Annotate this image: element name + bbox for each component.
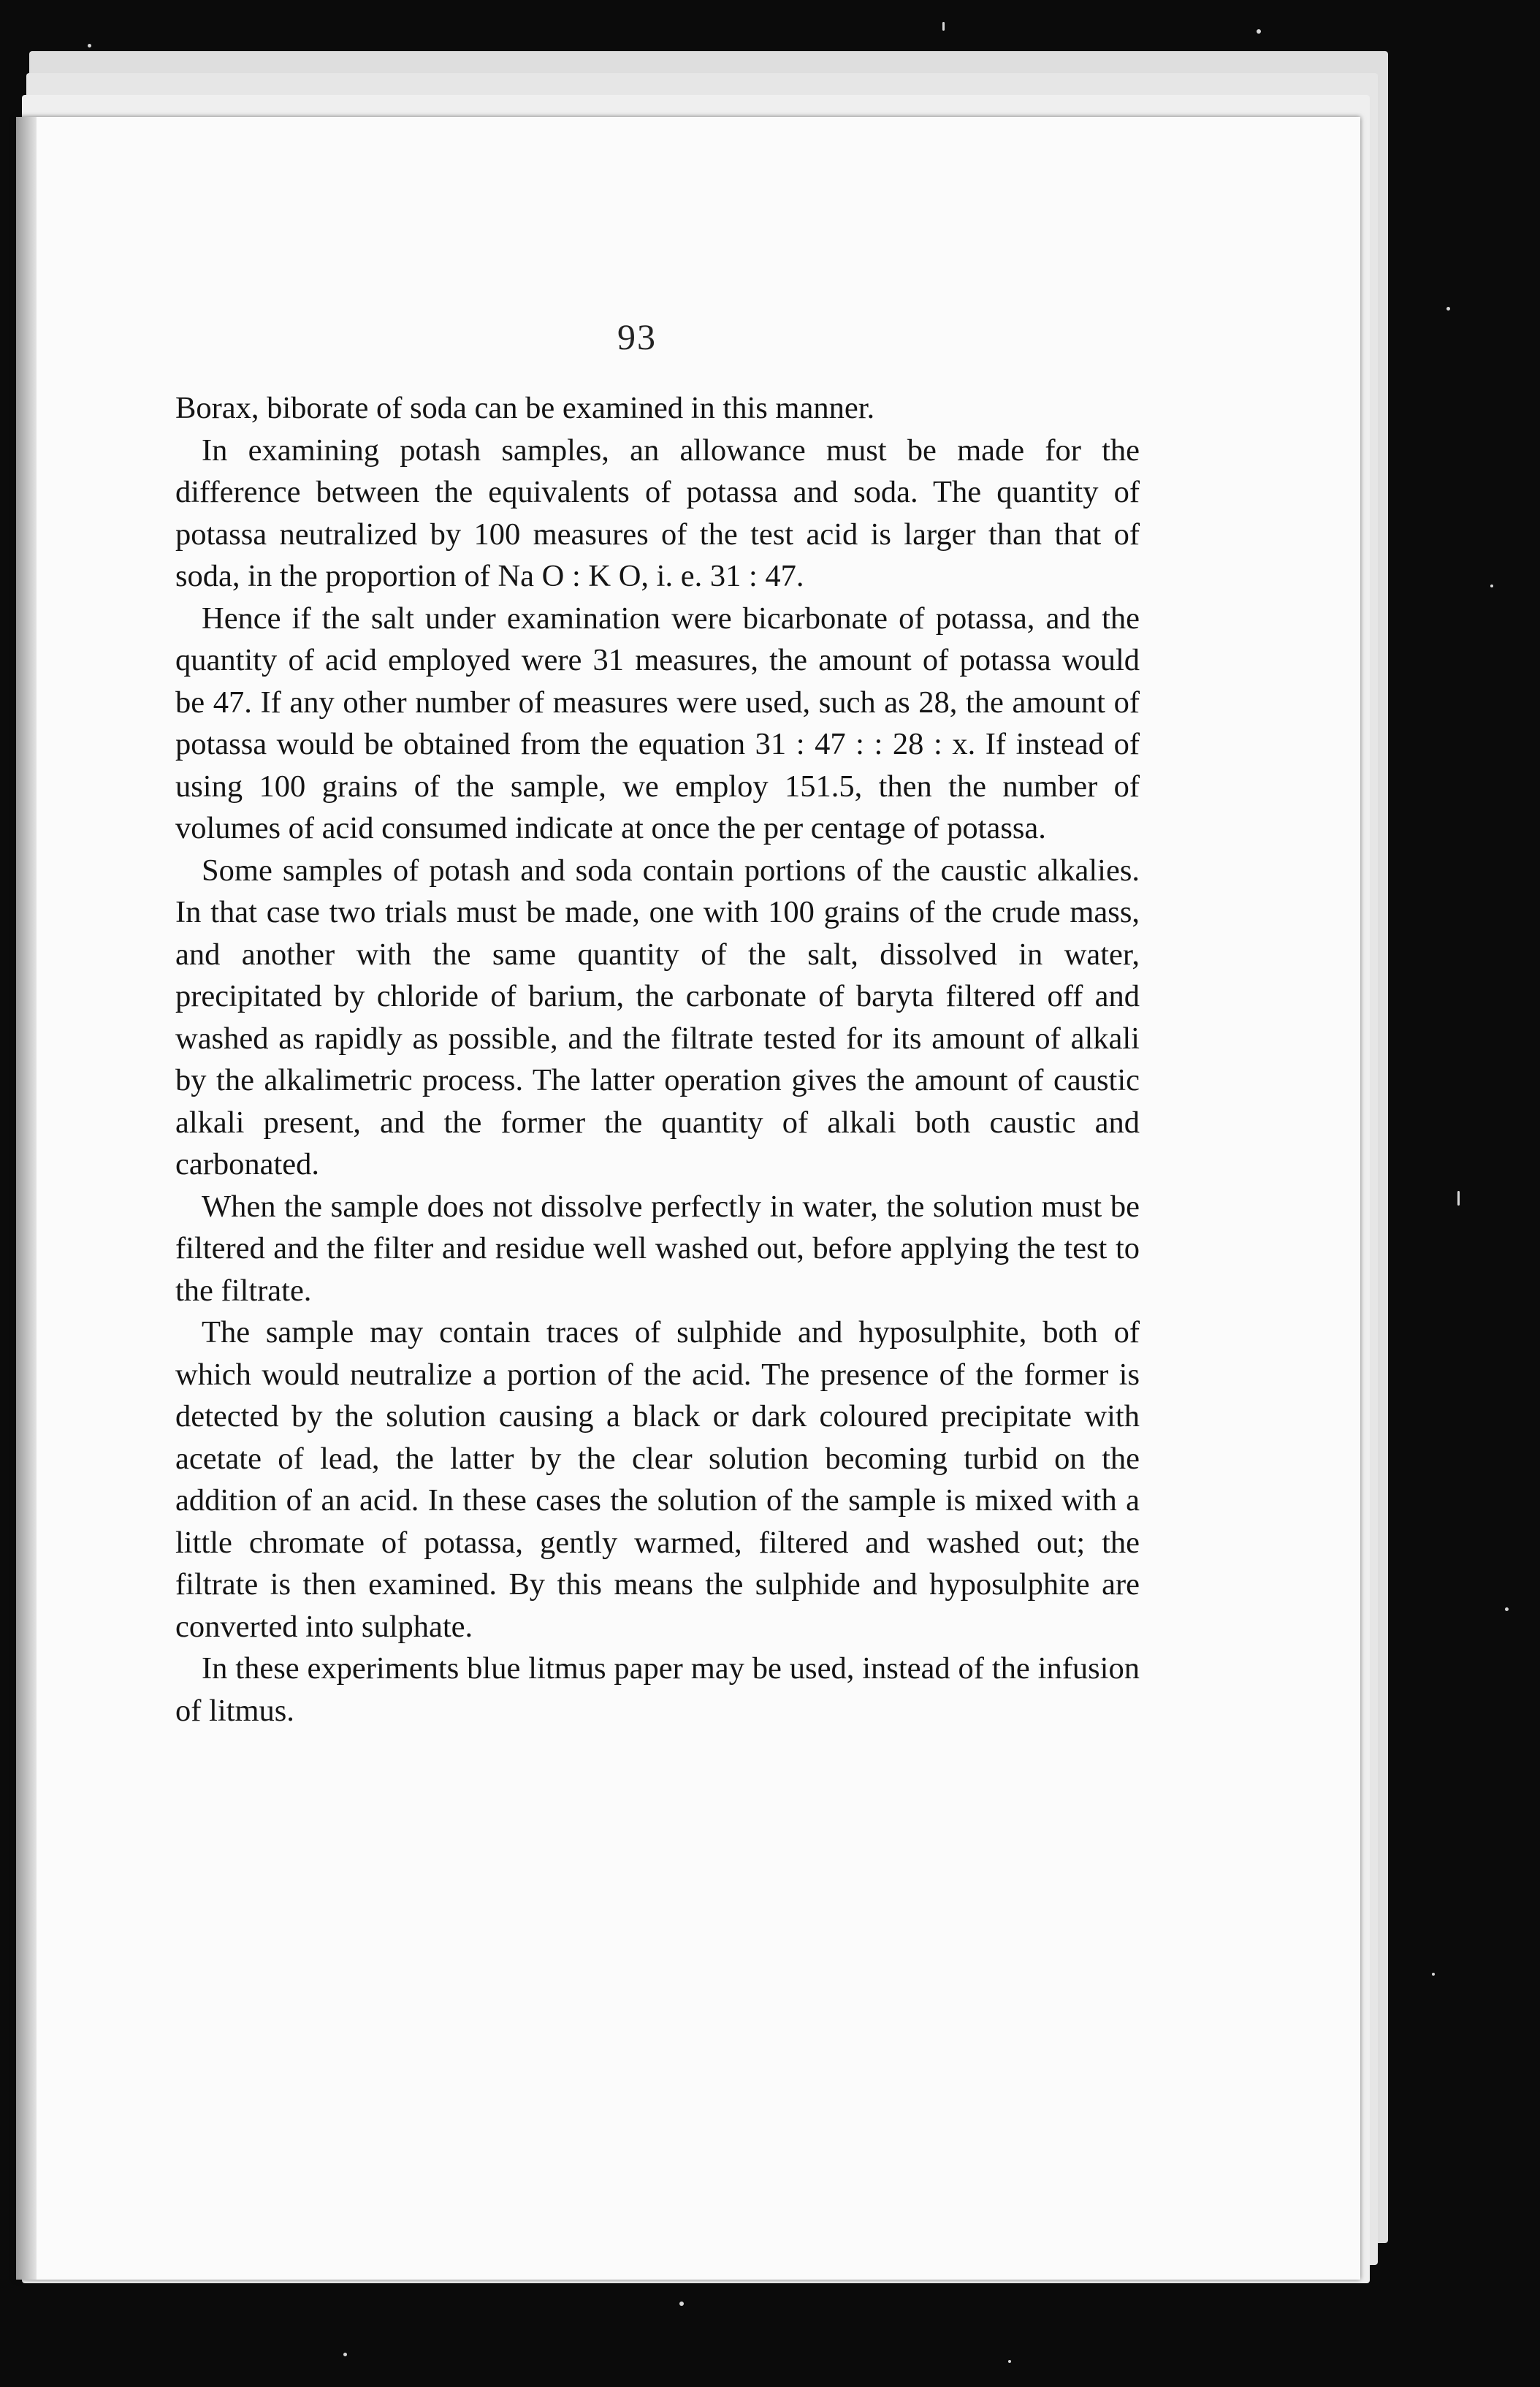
paragraph: When the sample does not dissolve perfectly in water, the solution must be filtered and the filter and residue well washed out, before applying the test to the filtrate. <box>175 1189 1140 1308</box>
dust-speck <box>1432 1973 1435 1976</box>
dust-speck <box>1008 2360 1011 2363</box>
paragraph: The sample may contain traces of sulphide and hyposulphite, both of which would neutralize a portion of the acid. The presence of the former is detected by the solution causing a black or dark coloured precipitate with acetate of lead, the latter by the clear solution becoming turbid on the addition of an acid. In these cases the solution of the sample is mixed with a little chromate of potassa, gently warmed, filtered and washed out; the filtrate is then examined. By this means the sulphide and hyposulphite are converted into sulphate. <box>175 1315 1140 1644</box>
dust-speck <box>88 44 91 47</box>
paragraph: Hence if the salt under examination were bicarbonate of potassa, and the quantity of acid employed were 31 measures, the amount of potassa would be 47. If any other number of measures were used, such as 28, the amount of potassa would be obtained from the equation 31 : 47 : : 28 : x. If instead of using 100 grains of the sample, we employ 151.5, then the number of volumes of acid consumed indicate at once the per centage of potassa. <box>175 601 1140 845</box>
dust-speck <box>1257 29 1261 34</box>
paragraph: Some samples of potash and soda contain portions of the caustic alkalies. In that case two trials must be made, one with 100 grains of the crude mass, and another with the same quantity of the salt, dissolved in water, precipitated by chloride of barium, the carbonate of baryta filtered off and washed as rapidly as possible, and the filtrate tested for its amount of alkali by the alkalimetric process. The latter operation gives the amount of caustic alkali present, and the former the quantity of alkali both caustic and carbonated. <box>175 853 1140 1181</box>
paragraph: In these experiments blue litmus paper may be used, instead of the infusion of litmus. <box>175 1651 1140 1728</box>
dust-speck <box>1490 585 1493 587</box>
page-gutter <box>16 117 37 2280</box>
page-text <box>175 387 1140 1732</box>
dust-speck <box>343 2353 347 2356</box>
page-number: 93 <box>617 316 657 357</box>
dust-speck <box>942 22 945 31</box>
dust-speck <box>679 2302 684 2306</box>
book-page <box>16 117 1360 2280</box>
dust-speck <box>1457 1191 1460 1206</box>
paragraph: Borax, biborate of soda can be examined in this manner. <box>175 391 875 425</box>
dust-speck <box>1505 1607 1509 1611</box>
paragraph: In examining potash samples, an allowance must be made for the difference between the equivalents of potassa and soda. The quantity of potassa neutralized by 100 measures of the test acid is larger than that of soda, in the proportion of Na O : K O, i. e. 31 : 47. <box>175 433 1140 593</box>
dust-speck <box>1446 307 1450 311</box>
